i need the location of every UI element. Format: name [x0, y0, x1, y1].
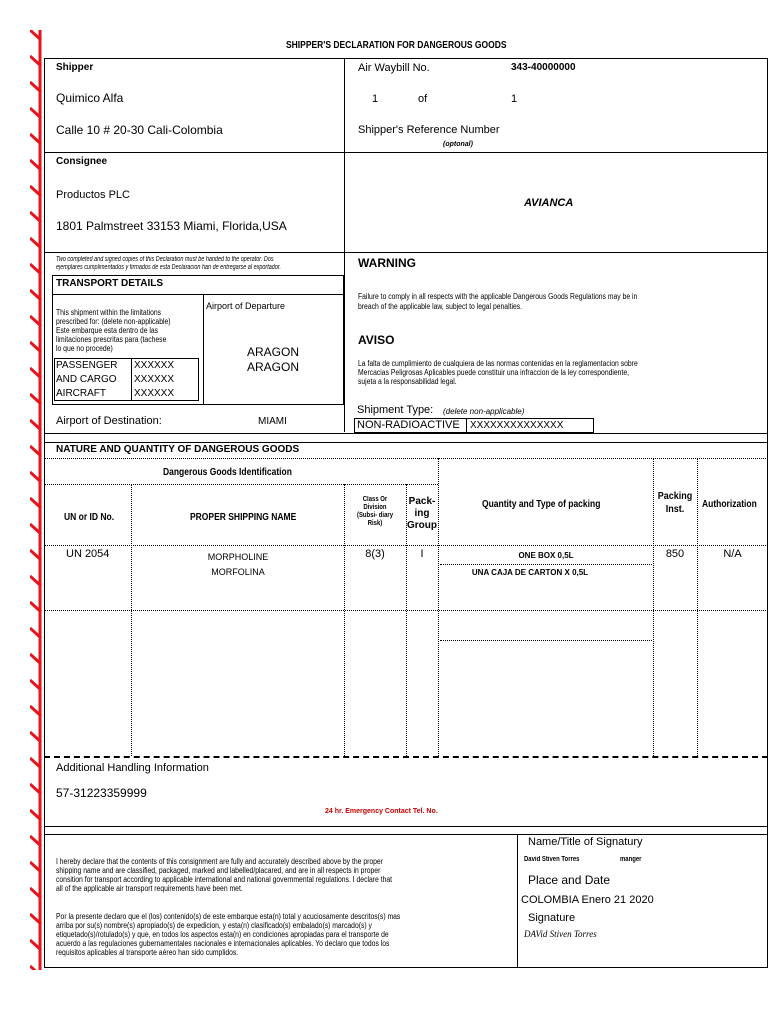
- awb-number: 343-40000000: [511, 62, 576, 73]
- destination-airport: MIAMI: [258, 416, 287, 427]
- header-pi-line: Packing: [657, 491, 693, 502]
- declaration-es-line: arriba por su(s) nombre(s) apropiado(s) de expedicion, y esta(n) clasificado(s) embalado(s) marcado(s) y: [56, 921, 372, 930]
- header-quantity: Quantity and Type of packing: [482, 499, 601, 510]
- row-qty-es: UNA CAJA DE CARTON X 0,5L: [471, 568, 589, 577]
- consignee-name: Productos PLC: [56, 189, 130, 201]
- red-hatch-border: [30, 30, 42, 970]
- section-line: [44, 442, 768, 443]
- col-divider: [344, 484, 345, 756]
- reference-label: Shipper's Reference Number: [358, 124, 500, 136]
- header-psn: PROPER SHIPPING NAME: [190, 512, 297, 523]
- handling-label: Additional Handling Information: [56, 762, 209, 774]
- awb-of: of: [418, 93, 428, 105]
- row-packing-group: I: [420, 548, 424, 560]
- handling-value: 57-31223359999: [56, 786, 147, 800]
- limits-line: prescribed for: (delete non-applicable): [56, 317, 171, 326]
- warning-text: breach of the applicable law, subject to legal penalties.: [358, 302, 523, 311]
- aviso-text: Mercacias Peligrosas Aplicables puede constituir una infraccion de la ley correspondiente,: [358, 368, 630, 377]
- dotted-line: [440, 640, 652, 641]
- header-class: [350, 496, 401, 528]
- copies-note-line1: Two completed and signed copies of this Declaration must be handed to the operator. Dos: [56, 256, 274, 263]
- shipment-type-divider: [466, 418, 467, 433]
- destination-label: Airport of Destination:: [56, 415, 162, 427]
- header-pg-line: Group: [407, 520, 437, 531]
- signatory-name: David Stiven Torres: [524, 856, 580, 863]
- declaration-en-line: I hereby declare that the contents of this consignment are fully and accurately described above by the proper: [56, 857, 383, 866]
- header-authorization: Authorization: [702, 499, 757, 510]
- transport-line: [52, 294, 344, 295]
- limits-line: lo que no procede): [56, 344, 113, 353]
- section-line: [44, 252, 768, 253]
- declaration-es-line: acuerdo a las regulaciones gubernamentales nacionales e internacionales aplicables. Yo declaro que todos los: [56, 939, 390, 948]
- consignee-address: 1801 Palmstreet 33153 Miami, Florida,USA: [56, 219, 287, 233]
- header-class-line: (Subsi- diary: [356, 512, 394, 519]
- shipper-address: Calle 10 # 20-30 Cali-Colombia: [56, 123, 223, 137]
- dotted-line: [44, 610, 768, 611]
- aviso-text: sujeta a la responsabilidad legal.: [358, 377, 457, 386]
- place-date-value: COLOMBIA Enero 21 2020: [521, 894, 654, 906]
- shipment-type-note: (delete non-applicable): [443, 407, 525, 416]
- col-divider: [438, 458, 439, 756]
- consignee-label: Consignee: [56, 156, 108, 167]
- declaration-en-line: shipping name and are classified, packaged, marked and labelled/placared, and are in all respects in proper: [56, 866, 381, 875]
- dotted-line: [440, 564, 652, 565]
- awb-total: 1: [511, 93, 518, 105]
- row-class: 8(3): [365, 548, 385, 560]
- awb-label: Air Waybill No.: [358, 62, 430, 74]
- header-class-line: Risk): [367, 520, 383, 527]
- dotted-line: [44, 458, 768, 459]
- dotted-line: [44, 484, 438, 485]
- row-qty-en: ONE BOX 0,5L: [518, 551, 574, 560]
- dashed-separator: [44, 756, 768, 758]
- warning-title: WARNING: [358, 256, 416, 270]
- transport-divider: [203, 294, 204, 405]
- ident-title: Dangerous Goods Identification: [163, 467, 292, 478]
- mode-cargo: AND CARGO: [56, 374, 117, 385]
- mode-passenger: PASSENGER: [56, 360, 118, 371]
- declaration-es-line: etiquetado(s)/rotulado(s) y que, en todos los aspectos esta(n) en condiciones apropiadas para el transporte de: [56, 930, 389, 939]
- row-psn: [132, 550, 344, 580]
- col-divider: [131, 484, 132, 756]
- place-date-label: Place and Date: [528, 873, 611, 887]
- goods-section-title: NATURE AND QUANTITY OF DANGEROUS GOODS: [56, 444, 300, 455]
- aviso-title: AVISO: [358, 333, 395, 347]
- limits-line: Este embarque esta dentro de las: [56, 326, 159, 335]
- departure-label: Airport of Departure: [206, 301, 286, 311]
- header-pg-line: ing: [414, 508, 430, 519]
- signature-label: Signature: [528, 912, 576, 924]
- declaration-en-line: all of the applicable air transport requirements have been met.: [56, 884, 243, 893]
- aviso-text: La falta de cumplimiento de cualquiera de las normas contenidas en la reglamentacion sobre: [358, 359, 638, 368]
- departure-airport: ARAGON: [247, 360, 300, 374]
- vertical-divider: [344, 58, 345, 432]
- dotted-line: [44, 545, 768, 546]
- mode-aircraft: AIRCRAFT: [56, 388, 106, 399]
- limits-line: This shipment within the limitations: [56, 308, 162, 317]
- shipment-option-nonradioactive: NON-RADIOACTIVE: [357, 419, 460, 431]
- shipper-label: Shipper: [56, 62, 94, 73]
- transport-label: TRANSPORT DETAILS: [56, 278, 164, 289]
- header-pi-line: Inst.: [665, 504, 685, 515]
- declaration-es-line: requisitos aplicables al transporte aéreo han sido cumplidos.: [56, 948, 239, 957]
- header-pg-line: Pack-: [408, 496, 436, 507]
- header-class-line: Class Or: [362, 496, 388, 503]
- emergency-label: 24 hr. Emergency Contact Tel. No.: [325, 808, 438, 815]
- shipper-name: Quimico Alfa: [56, 91, 124, 105]
- awb-page: 1: [372, 93, 379, 105]
- mode-cargo-value: XXXXXX: [134, 374, 175, 385]
- header-packing-group: [406, 496, 438, 532]
- signatory-name-label: Name/Title of Signatury: [528, 836, 643, 848]
- section-line: [44, 152, 768, 153]
- declaration-divider: [517, 834, 518, 968]
- row-un: UN 2054: [66, 548, 110, 560]
- row-psn-line: MORPHOLINE: [207, 552, 269, 562]
- row-authorization: N/A: [723, 548, 742, 560]
- row-packing-inst: 850: [665, 548, 685, 560]
- document-title: SHIPPER'S DECLARATION FOR DANGEROUS GOODS: [286, 40, 507, 51]
- departure-airport: ARAGON: [247, 345, 300, 359]
- header-un: UN or ID No.: [64, 512, 115, 523]
- shipment-option-radioactive: XXXXXXXXXXXXXX: [470, 420, 564, 431]
- declaration-es-line: Por la presente declaro que el (los) contenido(s) de este embarque esta(n) total y acuciosamente descritos(s) mas: [56, 912, 401, 921]
- carrier-name: AVIANCA: [524, 197, 574, 209]
- mode-divider: [131, 358, 132, 401]
- reference-optional: (optonal): [443, 141, 473, 148]
- section-line: [44, 834, 768, 835]
- shipment-type-label: Shipment Type:: [357, 404, 434, 416]
- warning-text: Failure to comply in all respects with the applicable Dangerous Goods Regulations may be in: [358, 292, 638, 301]
- signatory-title: manger: [620, 856, 642, 863]
- section-line: [44, 826, 768, 827]
- header-packing-inst: [655, 490, 695, 516]
- header-class-line: Division: [363, 504, 387, 511]
- limits-line: limitaciones prescritas para (tachese: [56, 335, 167, 344]
- signature-handwriting: DAVid Stiven Torres: [524, 929, 597, 939]
- mode-passenger-value: XXXXXX: [134, 360, 175, 371]
- copies-note-line2: ejemplares cumplimentados y firmados de esta Declaracion han de entregarse al exportador.: [56, 264, 281, 271]
- section-line: [44, 433, 768, 434]
- row-psn-line: MORFOLINA: [211, 567, 265, 577]
- col-divider: [697, 458, 698, 756]
- mode-aircraft-value: XXXXXX: [134, 388, 175, 399]
- declaration-en-line: consition for transport according to applicable international and national governmental regulations. I declare that: [56, 875, 393, 884]
- col-divider: [653, 458, 654, 756]
